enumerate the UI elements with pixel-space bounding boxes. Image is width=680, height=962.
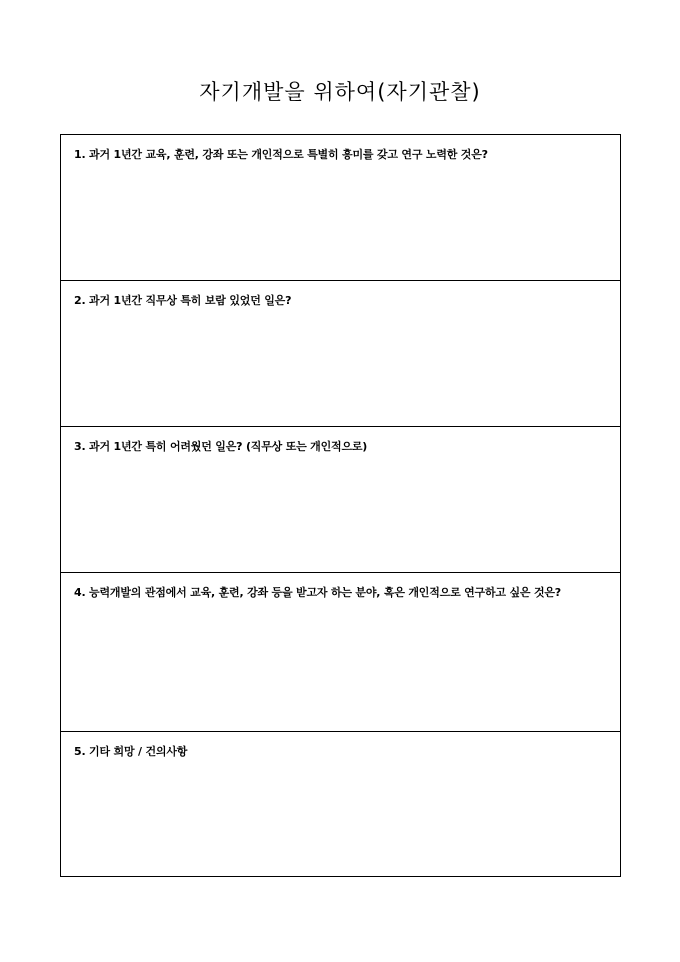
- section-2: [61, 281, 620, 427]
- answer-4-field[interactable]: [71, 607, 610, 723]
- section-3: [61, 427, 620, 573]
- section-1: [61, 135, 620, 281]
- section-4: [61, 573, 620, 732]
- question-2-label: 2. 과거 1년간 직무상 특히 보람 있었던 일은?: [74, 294, 292, 307]
- document-title: 자기개발을 위하여(자기관찰): [199, 80, 481, 104]
- self-development-form: [60, 134, 621, 877]
- answer-5-field[interactable]: [71, 766, 610, 868]
- question-5-label: 5. 기타 희망 / 건의사항: [74, 745, 188, 758]
- answer-2-field[interactable]: [71, 315, 610, 418]
- question-3-label: 3. 과거 1년간 특히 어려웠던 일은? (직무상 또는 개인적으로): [74, 440, 368, 453]
- question-1-label: 1. 과거 1년간 교육, 훈련, 강좌 또는 개인적으로 특별히 흥미를 갖고 연구 노력한 것은?: [74, 148, 488, 161]
- answer-3-field[interactable]: [71, 461, 610, 564]
- answer-1-field[interactable]: [71, 169, 610, 272]
- section-5: [61, 732, 620, 876]
- question-4-label: 4. 능력개발의 관점에서 교육, 훈련, 강좌 등을 받고자 하는 분야, 혹은 개인적으로 연구하고 싶은 것은?: [74, 586, 561, 599]
